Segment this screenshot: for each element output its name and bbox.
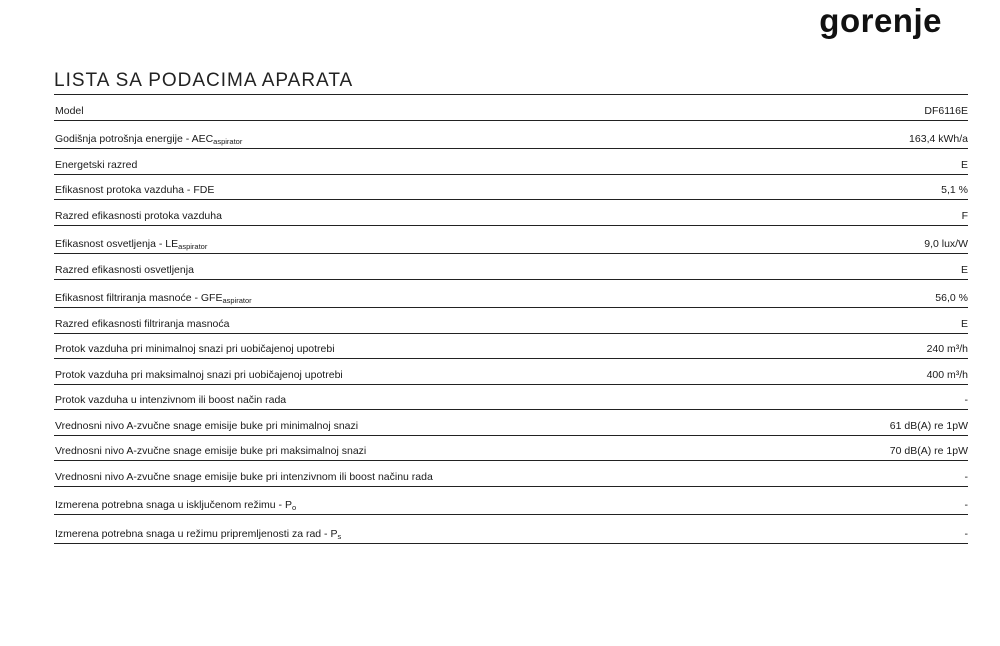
- row-label: Energetski razred: [55, 158, 138, 171]
- row-label: Model: [55, 104, 84, 117]
- row-label: Razred efikasnosti osvetljenja: [55, 263, 194, 276]
- row-label: Efikasnost osvetljenja - $LE_{aspirator}$: [55, 238, 208, 251]
- row-label: Protok vazduha pri minimalnoj snazi pri uobičajenoj upotrebi: [55, 343, 335, 355]
- row-label: Godišnja potrošnja energije - $AEC_{aspirator}$: [55, 133, 243, 146]
- row-label: Izmerena potrebna snaga u isključenom režimu - $P_o$: [55, 499, 297, 512]
- table-row: [54, 308, 968, 334]
- row-label: Razred efikasnosti protoka vazduha: [55, 209, 222, 222]
- table-row: [54, 149, 968, 175]
- row-value: 56,0 %: [935, 292, 968, 304]
- row-value: -: [964, 527, 968, 540]
- row-label: Efikasnost filtriranja masnoće - $GFE_{aspirator}$: [55, 292, 252, 305]
- row-value: -: [964, 394, 968, 406]
- row-value: 61 dB(A) re 1pW: [889, 419, 968, 432]
- row-label: Izmerena potrebna snaga u režimu pripremljenosti za rad - $P_s$: [55, 527, 342, 541]
- row-value: -: [964, 499, 968, 511]
- table-row: [54, 410, 968, 436]
- row-value: E: [960, 263, 968, 276]
- table-row: [54, 487, 968, 516]
- table-row: [54, 175, 968, 201]
- row-value: E: [960, 317, 968, 330]
- row-value: E: [960, 158, 968, 171]
- row-value: F: [961, 209, 968, 222]
- table-row: [54, 515, 968, 544]
- table-row: [54, 334, 968, 360]
- row-value: DF6116E: [924, 104, 968, 117]
- row-value: 5,1 %: [941, 184, 968, 196]
- row-value: 400 m³/h: [926, 368, 968, 381]
- table-row: [54, 461, 968, 487]
- row-value: 70 dB(A) re 1pW: [889, 445, 968, 457]
- table-row: [54, 121, 968, 150]
- table-row: [54, 226, 968, 255]
- row-value: 9,0 lux/W: [924, 238, 968, 250]
- brand-logo: gorenje: [819, 2, 942, 39]
- table-row: [54, 95, 968, 121]
- table-row: [54, 280, 968, 309]
- row-label: Efikasnost protoka vazduha - FDE: [55, 184, 215, 196]
- table-row: [54, 385, 968, 411]
- data-table: [54, 94, 968, 544]
- table-row: [54, 436, 968, 462]
- row-label: Vrednosni nivo A-zvučne snage emisije buke pri minimalnoj snazi: [55, 419, 359, 432]
- table-row: [54, 359, 968, 385]
- table-row: [54, 200, 968, 226]
- row-value: 240 m³/h: [926, 343, 968, 355]
- row-label: Vrednosni nivo A-zvučne snage emisije buke pri maksimalnoj snazi: [55, 445, 367, 457]
- row-label: Protok vazduha u intenzivnom ili boost način rada: [55, 394, 287, 406]
- row-value: -: [964, 470, 968, 483]
- row-value: 163,4 kWh/a: [909, 133, 968, 145]
- row-label: Protok vazduha pri maksimalnoj snazi pri uobičajenoj upotrebi: [55, 368, 343, 381]
- row-label: Razred efikasnosti filtriranja masnoća: [55, 317, 230, 330]
- row-label: Vrednosni nivo A-zvučne snage emisije buke pri intenzivnom ili boost načinu rada: [55, 470, 433, 483]
- table-row: [54, 254, 968, 280]
- page-title: LISTA SA PODACIMA APARATA: [54, 70, 354, 91]
